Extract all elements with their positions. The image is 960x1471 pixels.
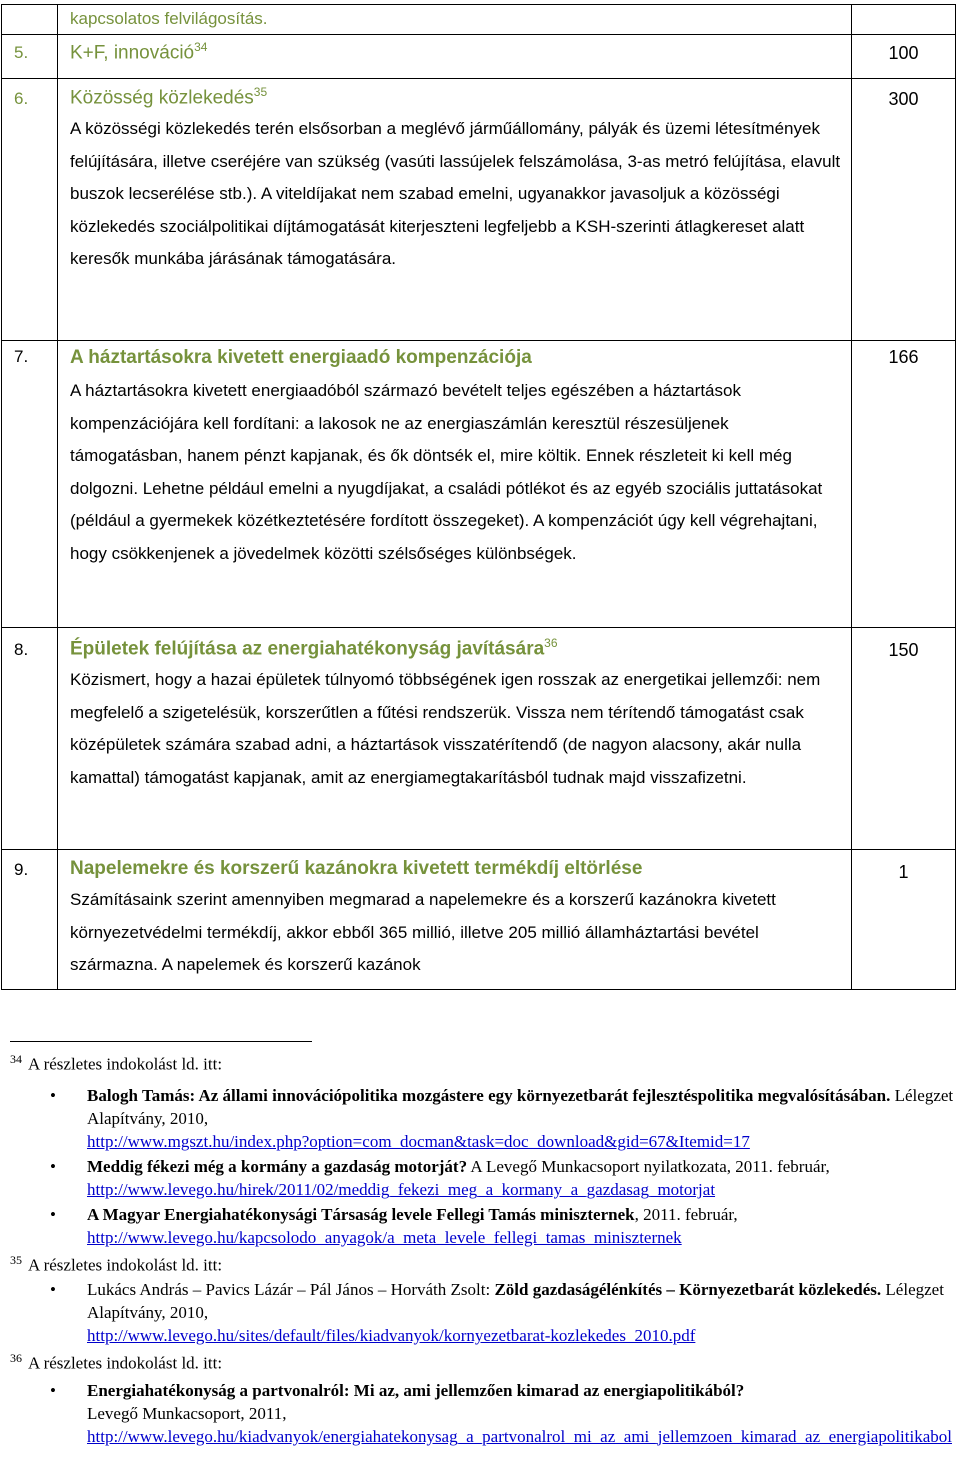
- row-body: A közösségi közlekedés terén elsősorban a meglévő járműállomány, pályák és üzemi létesítmények felújítására, illetve cseréjére van szükség (vasúti lassújelek felszámolása, 3-as metró felújítása, elavult buszok lecserélése stb.). A viteldíjakat nem szabad emelni, ugyanakkor javasoljuk a közösségi közlekedés szociálpolitikai díjtámogatását kiterjeszteni legfeljebb a KSH-szerinti átlagkereset alatt keresők munkába járásának támogatására.: [70, 119, 841, 269]
- row-body: A háztartásokra kivetett energiaadóból származó bevételt teljes egészében a háztartások kompenzációjára kell fordítani: a lakosok ne az energiaszámlán keresztül részesüljenek támogatásban, hanem pénzt kapjanak, és ők döntsék el, mire költik. Ennek részleteit ki kell még dolgozni. Lehetne például emelni a nyugdíjakat, a családi pótlékot és az egyéb szociális juttatásokat (például a gyermekek közétkeztetésére fordított összegeket). A kompenzációt úgy kell végrehajtani, hogy csökkenjenek a jövedelmek közötti szélsőséges különbségek.: [70, 381, 823, 563]
- bullet-icon: •: [50, 1380, 56, 1400]
- row-number: 6.: [14, 89, 29, 108]
- list-item: • A Magyar Energiahatékonysági Társaság levele Fellegi Tamás miniszternek, 2011. február, http://www.levego.hu/kapcsolodo_anyagok/a_meta_levele_fellegi_tamas_miniszternek: [50, 1204, 738, 1247]
- footnote-35: $^{35}$ A részletes indokolást ld. itt:: [10, 1252, 223, 1275]
- table-row: [2, 79, 956, 341]
- footnotes: [10, 1048, 958, 1448]
- row-number: 8.: [14, 640, 29, 659]
- row-value: 300: [888, 89, 919, 109]
- footnote-34: $^{34}$ A részletes indokolást ld. itt:: [10, 1052, 223, 1074]
- footnote-link[interactable]: http://www.levego.hu/sites/default/files/kiadvanyok/kornyezetbarat-kozlekedes_2010.pdf: [87, 1326, 696, 1346]
- row-heading: K+F, innováció$^{34}$: [70, 40, 208, 64]
- list-item: • Balogh Tamás: Az állami innovációpolitika mozgástere egy környezetbarát fejlesztéspolitika megvalósításában. Lélegzet Alapítvány, 2010, http://www.mgszt.hu/index.php?option=com_docman&task=doc_download&gid=67&Itemid=17: [50, 1085, 954, 1151]
- list-item: • Energiahatékonyság a partvonalról: Mi az, ami jellemzően kimarad az energiapolitikából? Levegő Munkacsoport, 2011, http://www.levego.hu/kiadvanyok/energiahatekonysag_a_partvonalrol_mi_az_ami_jellemzoen_kimarad_az_energiapolitikabol: [50, 1380, 952, 1446]
- footnote-link[interactable]: http://www.levego.hu/kapcsolodo_anyagok/a_meta_levele_fellegi_tamas_miniszternek: [87, 1227, 682, 1247]
- row-body: Közismert, hogy a hazai épületek túlnyomó többségének igen rosszak az energetikai jellemzői: nem megfelelő a szigetelésük, korszerűtlen a fűtési rendszerük. Vissza nem térítendő támogatást csak középületek számára szabad adni, a háztartások visszatérítendő (de nagyon alacsony, akár nulla kamattal) támogatást kapjanak, amit az energiamegtakarításból tudnak majd visszafizetni.: [70, 670, 821, 787]
- bullet-icon: •: [50, 1280, 56, 1300]
- table-row: [2, 341, 956, 628]
- list-item: • Lukács András – Pavics Lázár – Pál János – Horváth Zsolt: Zöld gazdaságélénkítés – Környezetbarát közlekedés. Lélegzet Alapítvány, 2010, http://www.levego.hu/sites/default/files/kiadvanyok/kornyezetbarat-kozlekedes_2010.pdf: [50, 1280, 944, 1346]
- footnote-separator: [10, 1041, 312, 1042]
- row-value: 100: [888, 43, 919, 63]
- bullet-icon: •: [50, 1085, 56, 1105]
- row-heading: Közösség közlekedés$^{35}$: [70, 85, 268, 109]
- row-number: 5.: [14, 43, 29, 62]
- bullet-icon: •: [50, 1156, 56, 1176]
- list-item: • Meddig fékezi még a kormány a gazdaság motorját? A Levegő Munkacsoport nyilatkozata, 2011. február, http://www.levego.hu/hirek/2011/02/meddig_fekezi_meg_a_kormany_a_gazdasag_motorjat: [50, 1156, 830, 1199]
- row-value: 1: [898, 862, 909, 882]
- row-body: kapcsolatos felvilágosítás.: [70, 9, 268, 28]
- row-heading: Napelemekre és korszerű kazánokra kivetett termékdíj eltörlése: [70, 858, 643, 879]
- budget-table: [1, 4, 956, 990]
- footnote-link[interactable]: http://www.levego.hu/hirek/2011/02/meddig_fekezi_meg_a_kormany_a_gazdasag_motorjat: [87, 1179, 716, 1199]
- row-heading: Épületek felújítása az energiahatékonyság javítására$^{36}$: [70, 636, 558, 660]
- bullet-icon: •: [50, 1204, 56, 1224]
- table-row: [2, 35, 956, 79]
- row-value: 150: [888, 640, 919, 660]
- table-row: [2, 5, 956, 35]
- footnote-36: $^{36}$ A részletes indokolást ld. itt:: [10, 1351, 223, 1373]
- row-number: 9.: [14, 860, 29, 879]
- row-body: Számításaink szerint amennyiben megmarad a napelemekre és a korszerű kazánokra kivetett környezetvédelmi termékdíj, akkor ebből 365 millió, illetve 205 millió államháztartási bevétel származna. A napelemek és korszerű kazánok: [70, 890, 776, 974]
- footnote-link[interactable]: http://www.levego.hu/kiadvanyok/energiahatekonysag_a_partvonalrol_mi_az_ami_jellemzoen_kimarad_az_energiapolitikabol: [87, 1426, 952, 1446]
- row-heading: A háztartásokra kivetett energiaadó kompenzációja: [70, 347, 532, 368]
- table-row: [2, 850, 956, 990]
- row-number: 7.: [14, 347, 29, 366]
- table-row: [2, 628, 956, 850]
- footnote-link[interactable]: http://www.mgszt.hu/index.php?option=com_docman&task=doc_download&gid=67&Itemid=17: [87, 1131, 750, 1151]
- row-value: 166: [888, 347, 919, 367]
